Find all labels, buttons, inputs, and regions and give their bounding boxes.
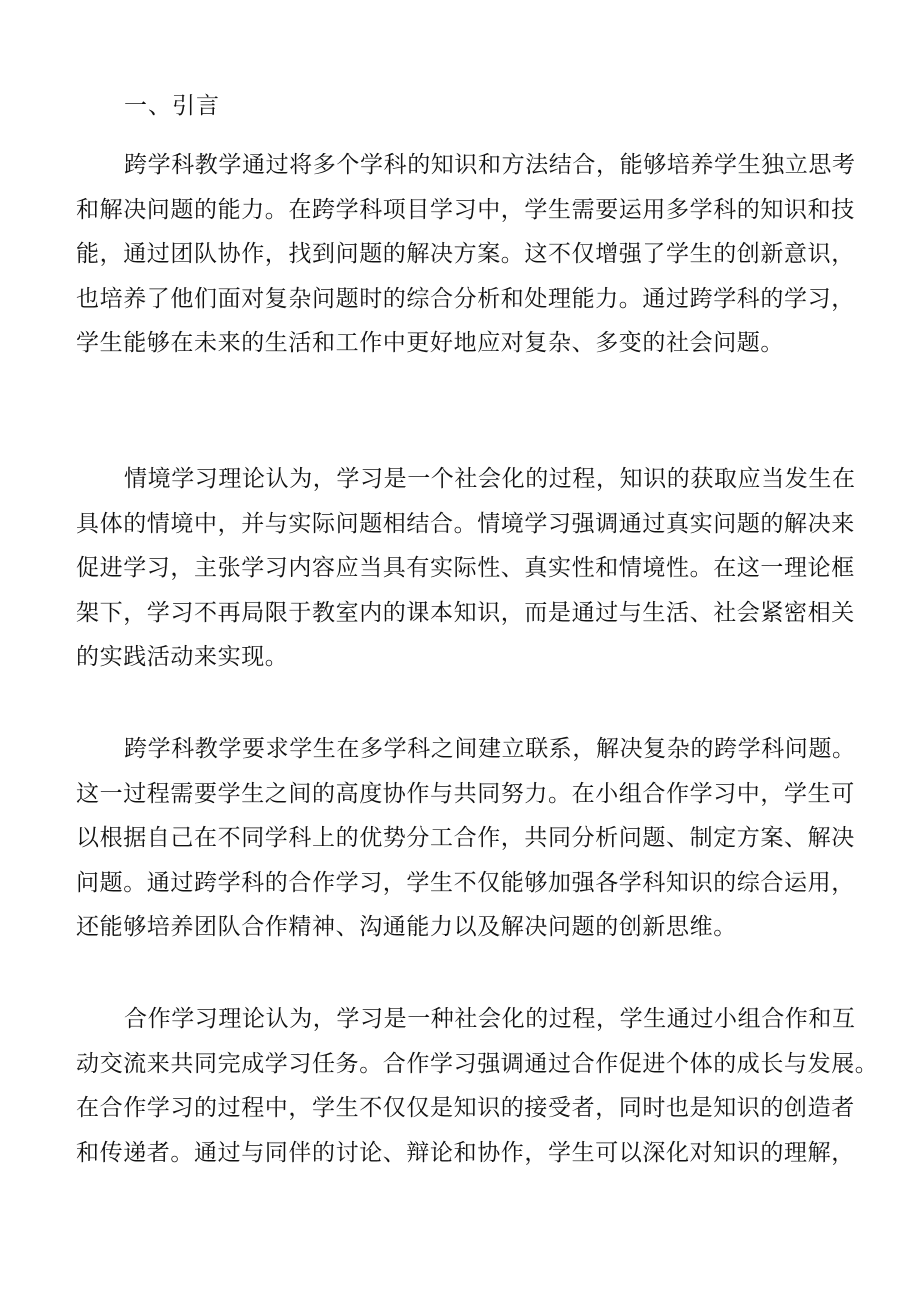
paragraph-4: [76, 997, 879, 1175]
paragraph-line: 合作学习理论认为，学习是一种社会化的过程，学生通过小组合作和互: [124, 1006, 856, 1032]
paragraph-line: 和解决问题的能力。在跨学科项目学习中，学生需要运用多学科的知识和技: [76, 196, 855, 223]
paragraph-3: [76, 727, 856, 950]
paragraph-line: 促进学习，主张学习内容应当具有实际性、真实性和情境性。在这一理论框: [76, 555, 855, 581]
paragraph-line: 跨学科教学通过将多个学科的知识和方法结合，能够培养学生独立思考: [124, 152, 856, 178]
paragraph-line: 在合作学习的过程中，学生不仅仅是知识的接受者，同时也是知识的创造者: [76, 1095, 855, 1121]
paragraph-line: 这一过程需要学生之间的高度协作与共同努力。在小组合作学习中，学生可: [76, 780, 855, 807]
paragraph-line: 跨学科教学要求学生在多学科之间建立联系，解决复杂的跨学科问题。: [124, 736, 856, 762]
paragraph-line: 和传递者。通过与同伴的讨论、辩论和协作，学生可以深化对知识的理解，: [76, 1139, 855, 1166]
paragraph-line: 以根据自己在不同学科上的优势分工合作，共同分析问题、制定方案、解决: [76, 825, 855, 851]
paragraph-line: 也培养了他们面对复杂问题时的综合分析和处理能力。通过跨学科的学习，: [76, 285, 855, 312]
paragraph-2: [76, 457, 856, 680]
paragraph-line: 还能够培养团队合作精神、沟通能力以及解决问题的创新思维。: [76, 914, 737, 940]
paragraph-line: 具体的情境中，并与实际问题相结合。情境学习强调通过真实问题的解决来: [76, 510, 855, 537]
paragraph-line: 情境学习理论认为，学习是一个社会化的过程，知识的获取应当发生在: [124, 466, 856, 492]
section-heading: 一、引言: [124, 93, 220, 119]
paragraph-line: 的实践活动来实现。: [76, 644, 289, 670]
paragraph-line: 能，通过团队协作，找到问题的解决方案。这不仅增强了学生的创新意识，: [76, 241, 855, 267]
paragraph-line: 问题。通过跨学科的合作学习，学生不仅能够加强各学科知识的综合运用，: [76, 869, 855, 896]
paragraph-line: 动交流来共同完成学习任务。合作学习强调通过合作促进个体的成长与发展。: [76, 1050, 879, 1077]
paragraph-line: 学生能够在未来的生活和工作中更好地应对复杂、多变的社会问题。: [76, 330, 784, 356]
paragraph-1: [76, 143, 856, 366]
paragraph-line: 架下，学习不再局限于教室内的课本知识，而是通过与生活、社会紧密相关: [76, 599, 855, 626]
